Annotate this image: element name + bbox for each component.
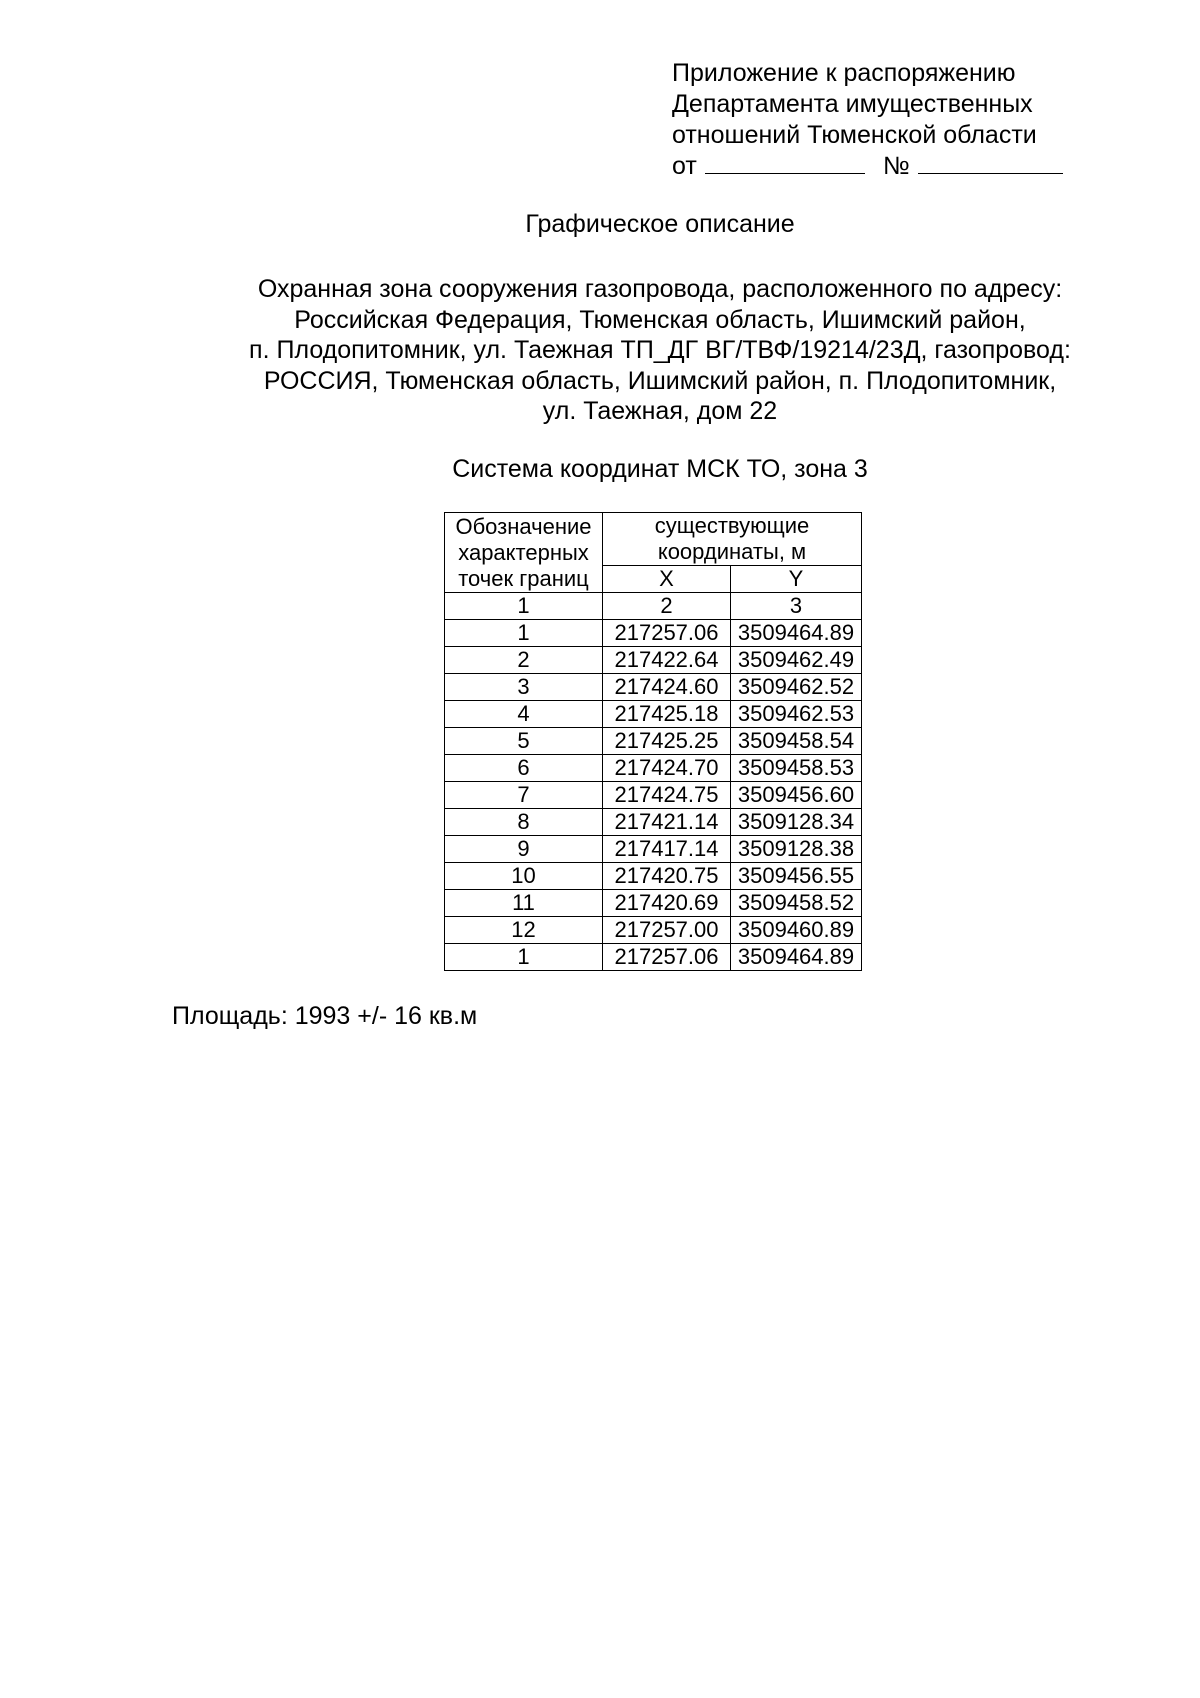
table-row (445, 863, 862, 890)
x-value: 217421.14 (603, 809, 731, 836)
x-value: 217257.00 (603, 917, 731, 944)
description-line-4: РОССИЯ, Тюменская область, Ишимский район, п. Плодопитомник, (263, 366, 1057, 395)
point-id: 1 (445, 620, 603, 647)
coordinate-system-label: Система координат МСК ТО, зона 3 (452, 455, 868, 483)
description-line-5: ул. Таежная, дом 22 (542, 397, 778, 425)
point-id: 9 (445, 836, 603, 863)
table-row (445, 674, 862, 701)
description-line-3: п. Плодопитомник, ул. Таежная ТП_ДГ ВГ/ТВФ/19214/23Д, газопровод: (249, 336, 1071, 364)
point-id: 1 (445, 944, 603, 971)
y-value: 3509464.89 (731, 620, 862, 647)
number-label: № (882, 152, 910, 180)
point-id: 11 (445, 890, 603, 917)
table-row (445, 647, 862, 674)
point-id: 7 (445, 782, 603, 809)
column-numbers-row (445, 593, 862, 620)
x-value: 217257.06 (603, 944, 731, 971)
point-id: 8 (445, 809, 603, 836)
y-value: 3509456.60 (731, 782, 862, 809)
table-row (445, 755, 862, 782)
table-row (445, 836, 862, 863)
column-number: 2 (603, 593, 731, 620)
x-value: 217424.70 (603, 755, 731, 782)
approval-line-2: Департамента имущественных (672, 90, 1033, 118)
x-value: 217424.60 (603, 674, 731, 701)
coords-header-line: существующие (654, 513, 810, 538)
table-row (445, 728, 862, 755)
table-row (445, 917, 862, 944)
approval-line-1: Приложение к распоряжению (672, 59, 1016, 87)
point-id: 5 (445, 728, 603, 755)
x-value: 217422.64 (603, 647, 731, 674)
date-blank-field (705, 151, 865, 174)
x-value: 217420.75 (603, 863, 731, 890)
number-blank-field (918, 151, 1063, 174)
y-value: 3509458.53 (731, 755, 862, 782)
x-value: 217424.75 (603, 782, 731, 809)
zone-description (200, 274, 1120, 427)
column-number: 3 (731, 593, 862, 620)
table-row (445, 620, 862, 647)
point-id: 6 (445, 755, 603, 782)
designation-header-line: характерных (458, 539, 589, 565)
y-value: 3509458.52 (731, 890, 862, 917)
approval-line-4 (672, 151, 1063, 182)
designation-header-line: Обозначение (455, 513, 592, 539)
y-value: 3509464.89 (731, 944, 862, 971)
y-value: 3509460.89 (731, 917, 862, 944)
from-label: от (672, 152, 697, 180)
y-header: Y (731, 566, 862, 593)
x-value: 217425.25 (603, 728, 731, 755)
table-row (445, 782, 862, 809)
column-number: 1 (445, 593, 603, 620)
x-value: 217420.69 (603, 890, 731, 917)
document-title: Графическое описание (525, 210, 795, 238)
coords-header (603, 513, 862, 566)
table-row (445, 890, 862, 917)
point-id: 10 (445, 863, 603, 890)
description-line-1: Охранная зона сооружения газопровода, расположенного по адресу: (257, 275, 1063, 303)
y-value: 3509128.38 (731, 836, 862, 863)
coords-header-line: координаты, м (657, 539, 807, 564)
point-id: 2 (445, 647, 603, 674)
y-value: 3509458.54 (731, 728, 862, 755)
designation-header-line: точек границ (458, 565, 589, 591)
y-value: 3509462.53 (731, 701, 862, 728)
table-header-row (445, 513, 862, 566)
table-row (445, 701, 862, 728)
y-value: 3509462.49 (731, 647, 862, 674)
designation-header (445, 513, 603, 593)
x-value: 217257.06 (603, 620, 731, 647)
x-value: 217425.18 (603, 701, 731, 728)
y-value: 3509462.52 (731, 674, 862, 701)
point-id: 12 (445, 917, 603, 944)
approval-block (672, 58, 1063, 182)
x-value: 217417.14 (603, 836, 731, 863)
description-line-2: Российская Федерация, Тюменская область, Ишимский район, (294, 305, 1026, 334)
coordinates-table (444, 512, 862, 971)
point-id: 3 (445, 674, 603, 701)
point-id: 4 (445, 701, 603, 728)
table-row (445, 809, 862, 836)
y-value: 3509128.34 (731, 809, 862, 836)
y-value: 3509456.55 (731, 863, 862, 890)
area-label: Площадь: 1993 +/- 16 кв.м (172, 1002, 478, 1030)
approval-line-3: отношений Тюменской области (672, 121, 1037, 149)
x-header: X (603, 566, 731, 593)
table-row (445, 944, 862, 971)
